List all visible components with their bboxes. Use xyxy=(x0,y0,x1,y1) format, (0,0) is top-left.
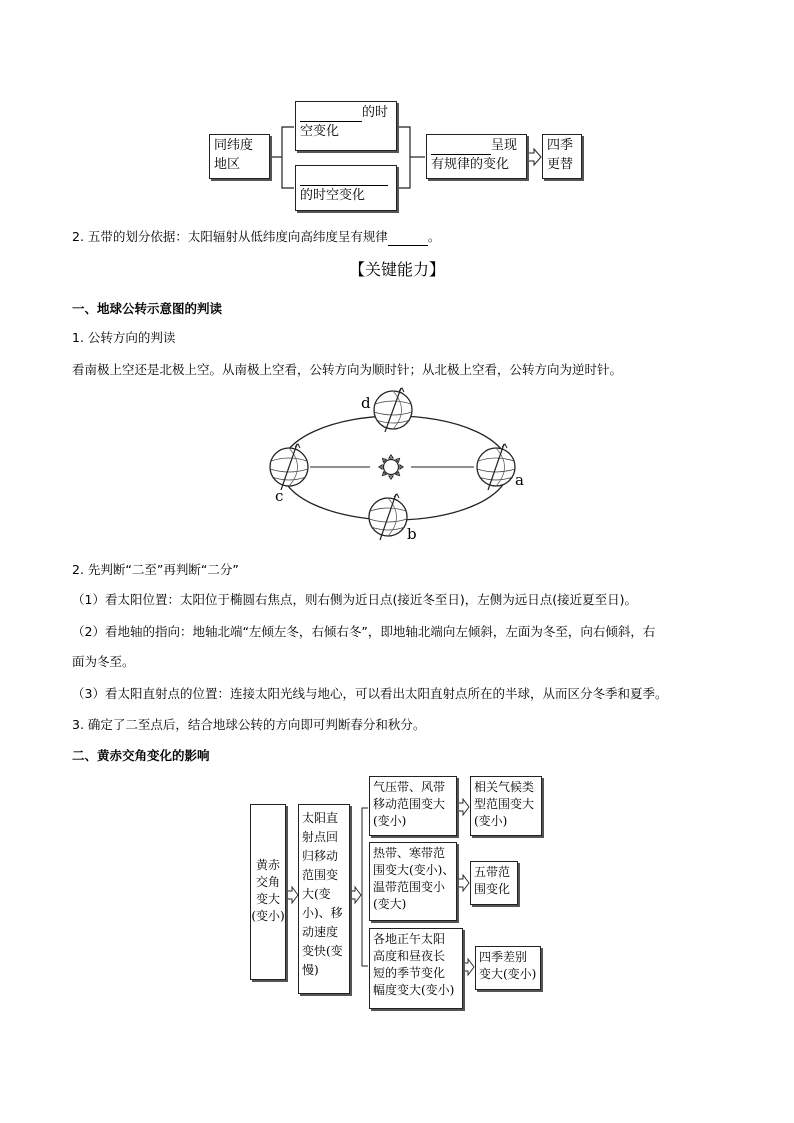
box-five-zones-change xyxy=(470,861,518,905)
box-pressure-wind-belts xyxy=(369,776,457,836)
box-b-line: 大(变 xyxy=(302,887,331,901)
top-lower-box-line2: 的时空变化 xyxy=(300,188,366,203)
box-c2-line: 热带、寒带范 xyxy=(373,846,446,860)
box-d2-line: 五带范 xyxy=(474,865,511,879)
item-axis-direction-2: 面为冬至。 xyxy=(72,654,135,669)
box-c3-line: 短的季节变化 xyxy=(373,966,446,980)
box-d1-line: 型范围变大 xyxy=(474,797,535,811)
sub-solstice-judgement: 2. 先判断“二至”再判断“二分” xyxy=(72,562,239,577)
top-right-box-line2: 更替 xyxy=(547,157,574,172)
orbit-direction-text: 看南极上空还是北极上空。从南极上空看，公转方向为顺时针；从北极上空看，公转方向为逆时针。 xyxy=(72,362,623,377)
box-c1-line: 气压带、风带 xyxy=(373,780,446,794)
box-c2-line: 温带范围变小 xyxy=(373,880,446,894)
box-seasonal-difference xyxy=(475,946,541,990)
box-direct-point-range xyxy=(298,804,350,994)
orbit-label-a: a xyxy=(515,471,524,489)
orbit-label-b: b xyxy=(407,525,417,543)
item-sun-position: （1）看太阳位置：太阳位于椭圆右焦点，则右侧为近日点(接近冬至日)，左侧为远日点(接近夏至日)。 xyxy=(72,592,637,607)
box-obliquity-change xyxy=(250,804,286,980)
box-b-line: 变快(变 xyxy=(302,944,343,958)
box-a-line: 黄赤 xyxy=(255,858,280,872)
top-middle-box-suffix: 呈现 xyxy=(491,138,518,153)
box-d3-line: 四季差别 xyxy=(479,950,528,964)
box-noon-sun-day-length xyxy=(369,928,463,1009)
box-c3-line: 高度和昼夜长 xyxy=(373,949,446,963)
item-direct-point: （3）看太阳直射点的位置：连接太阳光线与地心，可以看出太阳直射点所在的半球，从而区分冬季和夏季。 xyxy=(72,686,668,701)
box-b-line: 慢) xyxy=(302,963,319,977)
box-d3-line: 变大(变小) xyxy=(479,967,537,981)
top-left-box-line2: 地区 xyxy=(214,157,241,172)
orbit-label-c: c xyxy=(275,487,284,505)
heading-obliquity: 二、黄赤交角变化的影响 xyxy=(72,748,210,763)
five-zones-end: 。 xyxy=(427,229,441,244)
five-zones-text: 2. 五带的划分依据：太阳辐射从低纬度向高纬度呈有规律 xyxy=(72,229,388,244)
top-middle-box-line2: 有规律的变化 xyxy=(431,157,510,172)
box-b-line: 动速度 xyxy=(302,925,339,939)
box-b-line: 范围变 xyxy=(302,868,339,882)
sub-orbit-direction: 1. 公转方向的判读 xyxy=(72,330,176,345)
top-upper-box-line2: 空变化 xyxy=(300,124,340,139)
box-b-line: 小)、移 xyxy=(302,906,343,920)
box-b-line: 太阳直 xyxy=(302,811,339,825)
section-title: 【关键能力】 xyxy=(348,260,445,279)
top-upper-box-suffix: 的时 xyxy=(362,105,389,120)
box-d2-line: 围变化 xyxy=(474,882,511,896)
box-d1-line: (变小) xyxy=(474,814,508,828)
top-right-box-line1: 四季 xyxy=(547,138,574,153)
heading-orbit-diagram: 一、地球公转示意图的判读 xyxy=(72,301,223,316)
top-left-box-line1: 同纬度 xyxy=(214,138,254,153)
box-c1-line: 移动范围变大 xyxy=(373,797,446,811)
box-a-line: 交角 xyxy=(255,875,280,889)
box-d1-line: 相关气候类 xyxy=(474,780,535,794)
box-c2-line: (变大) xyxy=(373,897,407,911)
box-b-line: 射点回 xyxy=(302,830,339,844)
sub-equinox: 3. 确定了二至点后，结合地球公转的方向即可判断春分和秋分。 xyxy=(72,717,426,732)
orbit-label-d: d xyxy=(361,394,371,412)
box-b-line: 归移动 xyxy=(302,849,339,863)
item-axis-direction-1: （2）看地轴的指向：地轴北端“左倾左冬，右倾右冬”，即地轴北端向左倾斜，左面为冬至，向右倾斜，右 xyxy=(72,624,656,639)
box-climate-type-range xyxy=(470,776,542,836)
box-a-line: (变小) xyxy=(251,909,285,923)
box-a-line: 变大 xyxy=(255,892,280,906)
box-c3-line: 各地正午太阳 xyxy=(373,932,446,946)
box-c3-line: 幅度变大(变小) xyxy=(373,983,455,997)
box-c2-line: 围变大(变小)、 xyxy=(373,863,455,877)
box-temperature-zones xyxy=(369,842,457,921)
box-c1-line: (变小) xyxy=(373,814,407,828)
